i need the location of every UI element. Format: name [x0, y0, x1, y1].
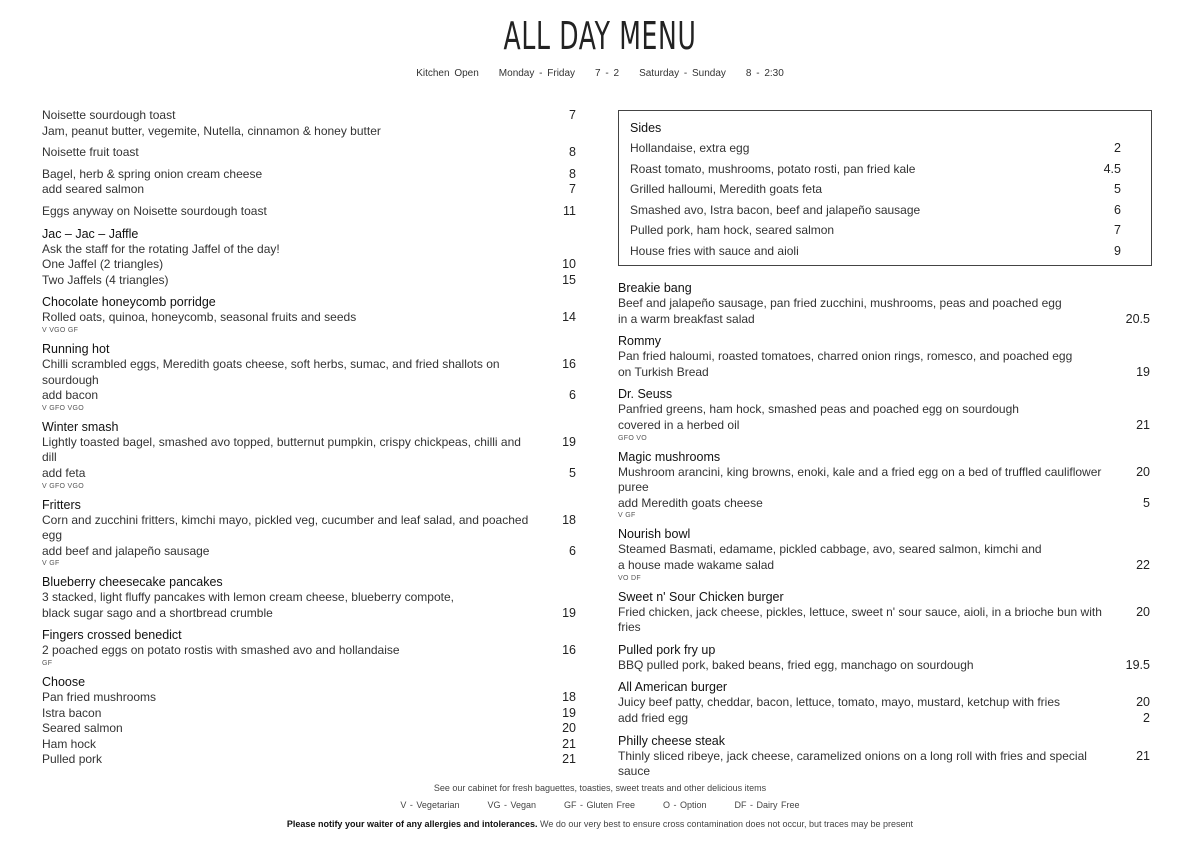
item-description: Jam, peanut butter, vegemite, Nutella, cinnamon & honey butter	[42, 123, 381, 138]
item-name: Pulled pork fry up	[618, 642, 716, 657]
item-description: Noisette sourdough toast	[42, 108, 176, 122]
item-name: Blueberry cheesecake pancakes	[42, 575, 223, 590]
item-price: 10	[562, 257, 576, 272]
menu-row	[42, 544, 576, 560]
menu-row	[42, 124, 576, 140]
item-description: Roast tomato, mushrooms, potato rosti, pan fried kale	[630, 161, 916, 176]
item-description: Bagel, herb & spring onion cream cheese	[42, 166, 263, 181]
item-description: add Meredith goats cheese	[618, 495, 763, 510]
sides-list	[630, 141, 1121, 260]
item-description: Mushroom arancini, king browns, enoki, kale and a fried egg on a bed of truffled cauliflower puree	[618, 464, 1102, 495]
legend-df: DF - Dairy Free	[734, 800, 800, 810]
menu-item	[618, 280, 1150, 327]
legend-gf: GF - Gluten Free	[564, 800, 636, 810]
kitchen-hours	[0, 68, 1200, 79]
item-price: 20	[1136, 695, 1150, 710]
item-description: covered in a herbed oil	[618, 417, 740, 432]
item-name: Magic mushrooms	[618, 449, 721, 464]
item-price: 8	[569, 145, 576, 160]
legend-o: O - Option	[663, 800, 707, 810]
item-price: 7	[569, 108, 576, 122]
item-name: Fingers crossed benedict	[42, 628, 182, 643]
menu-row	[42, 721, 576, 737]
menu-title: ALL DAY MENU	[503, 14, 697, 58]
item-name: Choose	[42, 675, 86, 690]
item-name: Winter smash	[42, 419, 119, 434]
menu-row	[618, 465, 1150, 496]
item-price: 6	[569, 388, 576, 403]
item-price: 21	[1136, 748, 1150, 763]
item-price: 19	[562, 605, 576, 620]
item-name: Chocolate honeycomb porridge	[42, 295, 216, 310]
allergy-bold: Please notify your waiter of any allergies and intolerances.	[286, 819, 538, 829]
item-price: 2	[1143, 710, 1150, 725]
menu-item	[42, 674, 576, 768]
dietary-tags: V GF	[42, 560, 60, 568]
item-description: black sugar sago and a shortbread crumble	[42, 605, 273, 620]
item-price: 18	[562, 690, 576, 705]
item-description: One Jaffel (2 triangles)	[42, 257, 164, 272]
menu-row	[42, 273, 576, 289]
menu-row	[42, 108, 576, 124]
item-description: Ask the staff for the rotating Jaffel of the day!	[42, 241, 280, 256]
item-name: Running hot	[42, 341, 110, 356]
item-price: 6	[1114, 202, 1121, 217]
menu-row	[42, 466, 576, 482]
weekend-label: Saturday - Sunday	[639, 68, 726, 79]
menu-item	[618, 386, 1150, 442]
menu-row	[42, 737, 576, 753]
menu-item	[618, 642, 1150, 674]
item-price: 7	[569, 182, 576, 197]
menu-item	[42, 204, 576, 220]
menu-item	[42, 294, 576, 335]
item-description: add bacon	[42, 388, 99, 403]
item-description: add fried egg	[618, 710, 689, 725]
item-description: add beef and jalapeño sausage	[42, 543, 210, 558]
menu-row	[42, 257, 576, 273]
item-price: 20	[1136, 604, 1150, 619]
menu-row	[618, 558, 1150, 574]
menu-row	[42, 145, 576, 161]
sides-box	[618, 110, 1152, 266]
menu-item	[618, 526, 1150, 582]
menu-item	[618, 333, 1150, 380]
item-price: 20	[1136, 464, 1150, 479]
item-price: 19	[562, 434, 576, 449]
item-description: a house made wakame salad	[618, 557, 775, 572]
item-price: 2	[1114, 141, 1121, 155]
menu-row	[618, 711, 1150, 727]
item-description: Corn and zucchini fritters, kimchi mayo, pickled veg, cucumber and leaf salad, and poached egg	[42, 512, 529, 543]
menu-row	[618, 349, 1150, 365]
item-price: 6	[569, 543, 576, 558]
item-description: add feta	[42, 465, 86, 480]
menu-row	[618, 605, 1150, 636]
menu-row	[618, 658, 1150, 674]
dietary-legend	[0, 800, 1200, 810]
menu-row	[618, 542, 1150, 558]
left-menu-column	[42, 108, 576, 774]
weekday-hours: 7 - 2	[595, 68, 620, 79]
item-description: Chilli scrambled eggs, Meredith goats cheese, soft herbs, sumac, and fried shallots on sourdough	[42, 356, 500, 387]
item-description: in a warm breakfast salad	[618, 311, 755, 326]
item-description: Panfried greens, ham hock, smashed peas and poached egg on sourdough	[618, 402, 1019, 417]
item-price: 16	[562, 356, 576, 371]
legend-vg: VG - Vegan	[487, 800, 536, 810]
dietary-tags: V GFO VGO	[42, 404, 84, 412]
item-price: 22	[1136, 557, 1150, 572]
menu-row	[42, 690, 576, 706]
dietary-tags: V VGO GF	[42, 326, 79, 334]
menu-row	[42, 590, 576, 606]
item-description: Pan fried haloumi, roasted tomatoes, charred onion rings, romesco, and poached egg	[618, 349, 1073, 364]
item-name: Sweet n' Sour Chicken burger	[618, 589, 784, 604]
item-description: 2 poached eggs on potato rostis with smashed avo and hollandaise	[42, 643, 400, 658]
menu-item	[42, 226, 576, 289]
item-price: 20.5	[1125, 311, 1150, 326]
item-description: Grilled halloumi, Meredith goats feta	[630, 182, 823, 197]
menu-item	[618, 733, 1150, 780]
allergy-text: We do our very best to ensure cross contamination does not occur, but traces may be present	[540, 819, 914, 829]
item-description: Eggs anyway on Noisette sourdough toast	[42, 203, 267, 218]
item-price: 21	[562, 752, 576, 767]
item-description: Noisette fruit toast	[42, 145, 139, 160]
item-price: 7	[1114, 223, 1121, 238]
item-description: Seared salmon	[42, 721, 123, 736]
menu-item	[42, 574, 576, 621]
menu-row	[618, 418, 1150, 434]
item-name: Nourish bowl	[618, 527, 691, 542]
menu-row	[42, 643, 576, 659]
item-description: Pan fried mushrooms	[42, 690, 157, 705]
item-description: Pulled pork	[42, 752, 103, 767]
item-name: All American burger	[618, 680, 728, 695]
menu-row	[618, 365, 1150, 381]
item-description: Istra bacon	[42, 705, 102, 720]
item-price: 4.5	[1103, 161, 1121, 176]
menu-row	[42, 606, 576, 622]
menu-item	[42, 627, 576, 668]
item-price: 21	[562, 736, 576, 751]
item-name: Fritters	[42, 497, 81, 512]
menu-item	[618, 679, 1150, 726]
menu-row	[42, 752, 576, 768]
menu-row	[630, 244, 1121, 260]
cabinet-note: See our cabinet for fresh baguettes, toasties, sweet treats and other delicious items	[433, 783, 767, 793]
item-price: 15	[562, 272, 576, 287]
item-description: Beef and jalapeño sausage, pan fried zucchini, mushrooms, peas and poached egg	[618, 296, 1062, 310]
item-description: House fries with sauce and aioli	[630, 243, 799, 258]
menu-row	[42, 204, 576, 220]
menu-row	[42, 242, 576, 258]
menu-row	[42, 310, 576, 326]
menu-item	[618, 449, 1150, 521]
item-price: 5	[569, 465, 576, 480]
menu-row	[618, 312, 1150, 328]
dietary-tags: VO DF	[618, 574, 641, 582]
menu-row	[630, 182, 1121, 198]
menu-item	[42, 419, 576, 491]
item-description: 3 stacked, light fluffy pancakes with lemon cream cheese, blueberry compote,	[42, 590, 454, 605]
weekend-hours: 8 - 2:30	[745, 68, 784, 79]
hours-label: Kitchen Open	[416, 68, 479, 79]
item-name: Philly cheese steak	[618, 733, 726, 748]
item-price: 18	[562, 512, 576, 527]
item-description: Two Jaffels (4 triangles)	[42, 272, 169, 287]
sides-heading: Sides	[630, 121, 662, 135]
item-price: 16	[562, 643, 576, 658]
item-description: BBQ pulled pork, baked beans, fried egg, manchago on sourdough	[618, 657, 974, 672]
item-price: 19	[562, 705, 576, 720]
item-price: 8	[569, 166, 576, 181]
item-description: Smashed avo, Istra bacon, beef and jalapeño sausage	[630, 202, 921, 217]
item-price: 11	[563, 203, 576, 218]
menu-row	[42, 435, 576, 466]
item-description: Rolled oats, quinoa, honeycomb, seasonal fruits and seeds	[42, 310, 357, 325]
menu-row	[42, 357, 576, 388]
item-description: Fried chicken, jack cheese, pickles, lettuce, sweet n' sour sauce, aioli, in a brioche bun with fries	[618, 604, 1102, 635]
menu-item	[42, 108, 576, 139]
menu-item	[42, 341, 576, 413]
dietary-tags: GF	[42, 660, 53, 668]
item-price: 20	[562, 721, 576, 736]
item-description: Lightly toasted bagel, smashed avo topped, butternut pumpkin, crispy chickpeas, chilli and dill	[42, 434, 521, 465]
item-price: 5	[1143, 495, 1150, 510]
item-name: Dr. Seuss	[618, 387, 673, 402]
item-price: 9	[1114, 243, 1121, 258]
item-description: on Turkish Bread	[618, 364, 709, 379]
legend-v: V - Vegetarian	[400, 800, 460, 810]
item-name: Breakie bang	[618, 281, 692, 295]
allergy-note	[0, 819, 1200, 829]
item-description: Ham hock	[42, 736, 97, 751]
menu-row	[630, 223, 1121, 239]
menu-row	[618, 749, 1150, 780]
menu-row	[618, 296, 1150, 312]
item-price: 14	[562, 310, 576, 325]
menu-row	[42, 513, 576, 544]
menu-item	[42, 167, 576, 198]
item-name: Jac – Jac – Jaffle	[42, 226, 139, 241]
menu-row	[42, 182, 576, 198]
item-price: 19.5	[1125, 657, 1150, 672]
menu-row	[630, 203, 1121, 219]
item-description: Steamed Basmati, edamame, pickled cabbage, avo, seared salmon, kimchi and	[618, 542, 1042, 557]
item-name: Rommy	[618, 334, 662, 349]
menu-row	[618, 695, 1150, 711]
menu-row	[42, 167, 576, 183]
item-description: Juicy beef patty, cheddar, bacon, lettuce, tomato, mayo, mustard, ketchup with fries	[618, 695, 1061, 710]
menu-row	[42, 388, 576, 404]
item-price: 19	[1136, 364, 1150, 379]
menu-item	[42, 145, 576, 161]
item-description: Thinly sliced ribeye, jack cheese, caramelized onions on a long roll with fries and special sauce	[618, 748, 1087, 779]
menu-row	[630, 162, 1121, 178]
menu-row	[630, 141, 1121, 157]
right-menu-column	[618, 280, 1150, 786]
item-description: Hollandaise, extra egg	[630, 141, 750, 155]
item-description: Pulled pork, ham hock, seared salmon	[630, 223, 835, 238]
menu-row	[618, 402, 1150, 418]
menu-item	[42, 497, 576, 569]
dietary-tags: V GFO VGO	[42, 482, 84, 490]
weekday-label: Monday - Friday	[498, 68, 576, 79]
menu-item	[618, 589, 1150, 636]
item-price: 21	[1136, 417, 1150, 432]
item-description: add seared salmon	[42, 182, 145, 197]
menu-row	[618, 496, 1150, 512]
item-price: 5	[1114, 182, 1121, 197]
dietary-tags: GFO VO	[618, 434, 648, 442]
menu-row	[42, 706, 576, 722]
dietary-tags: V GF	[618, 512, 636, 520]
